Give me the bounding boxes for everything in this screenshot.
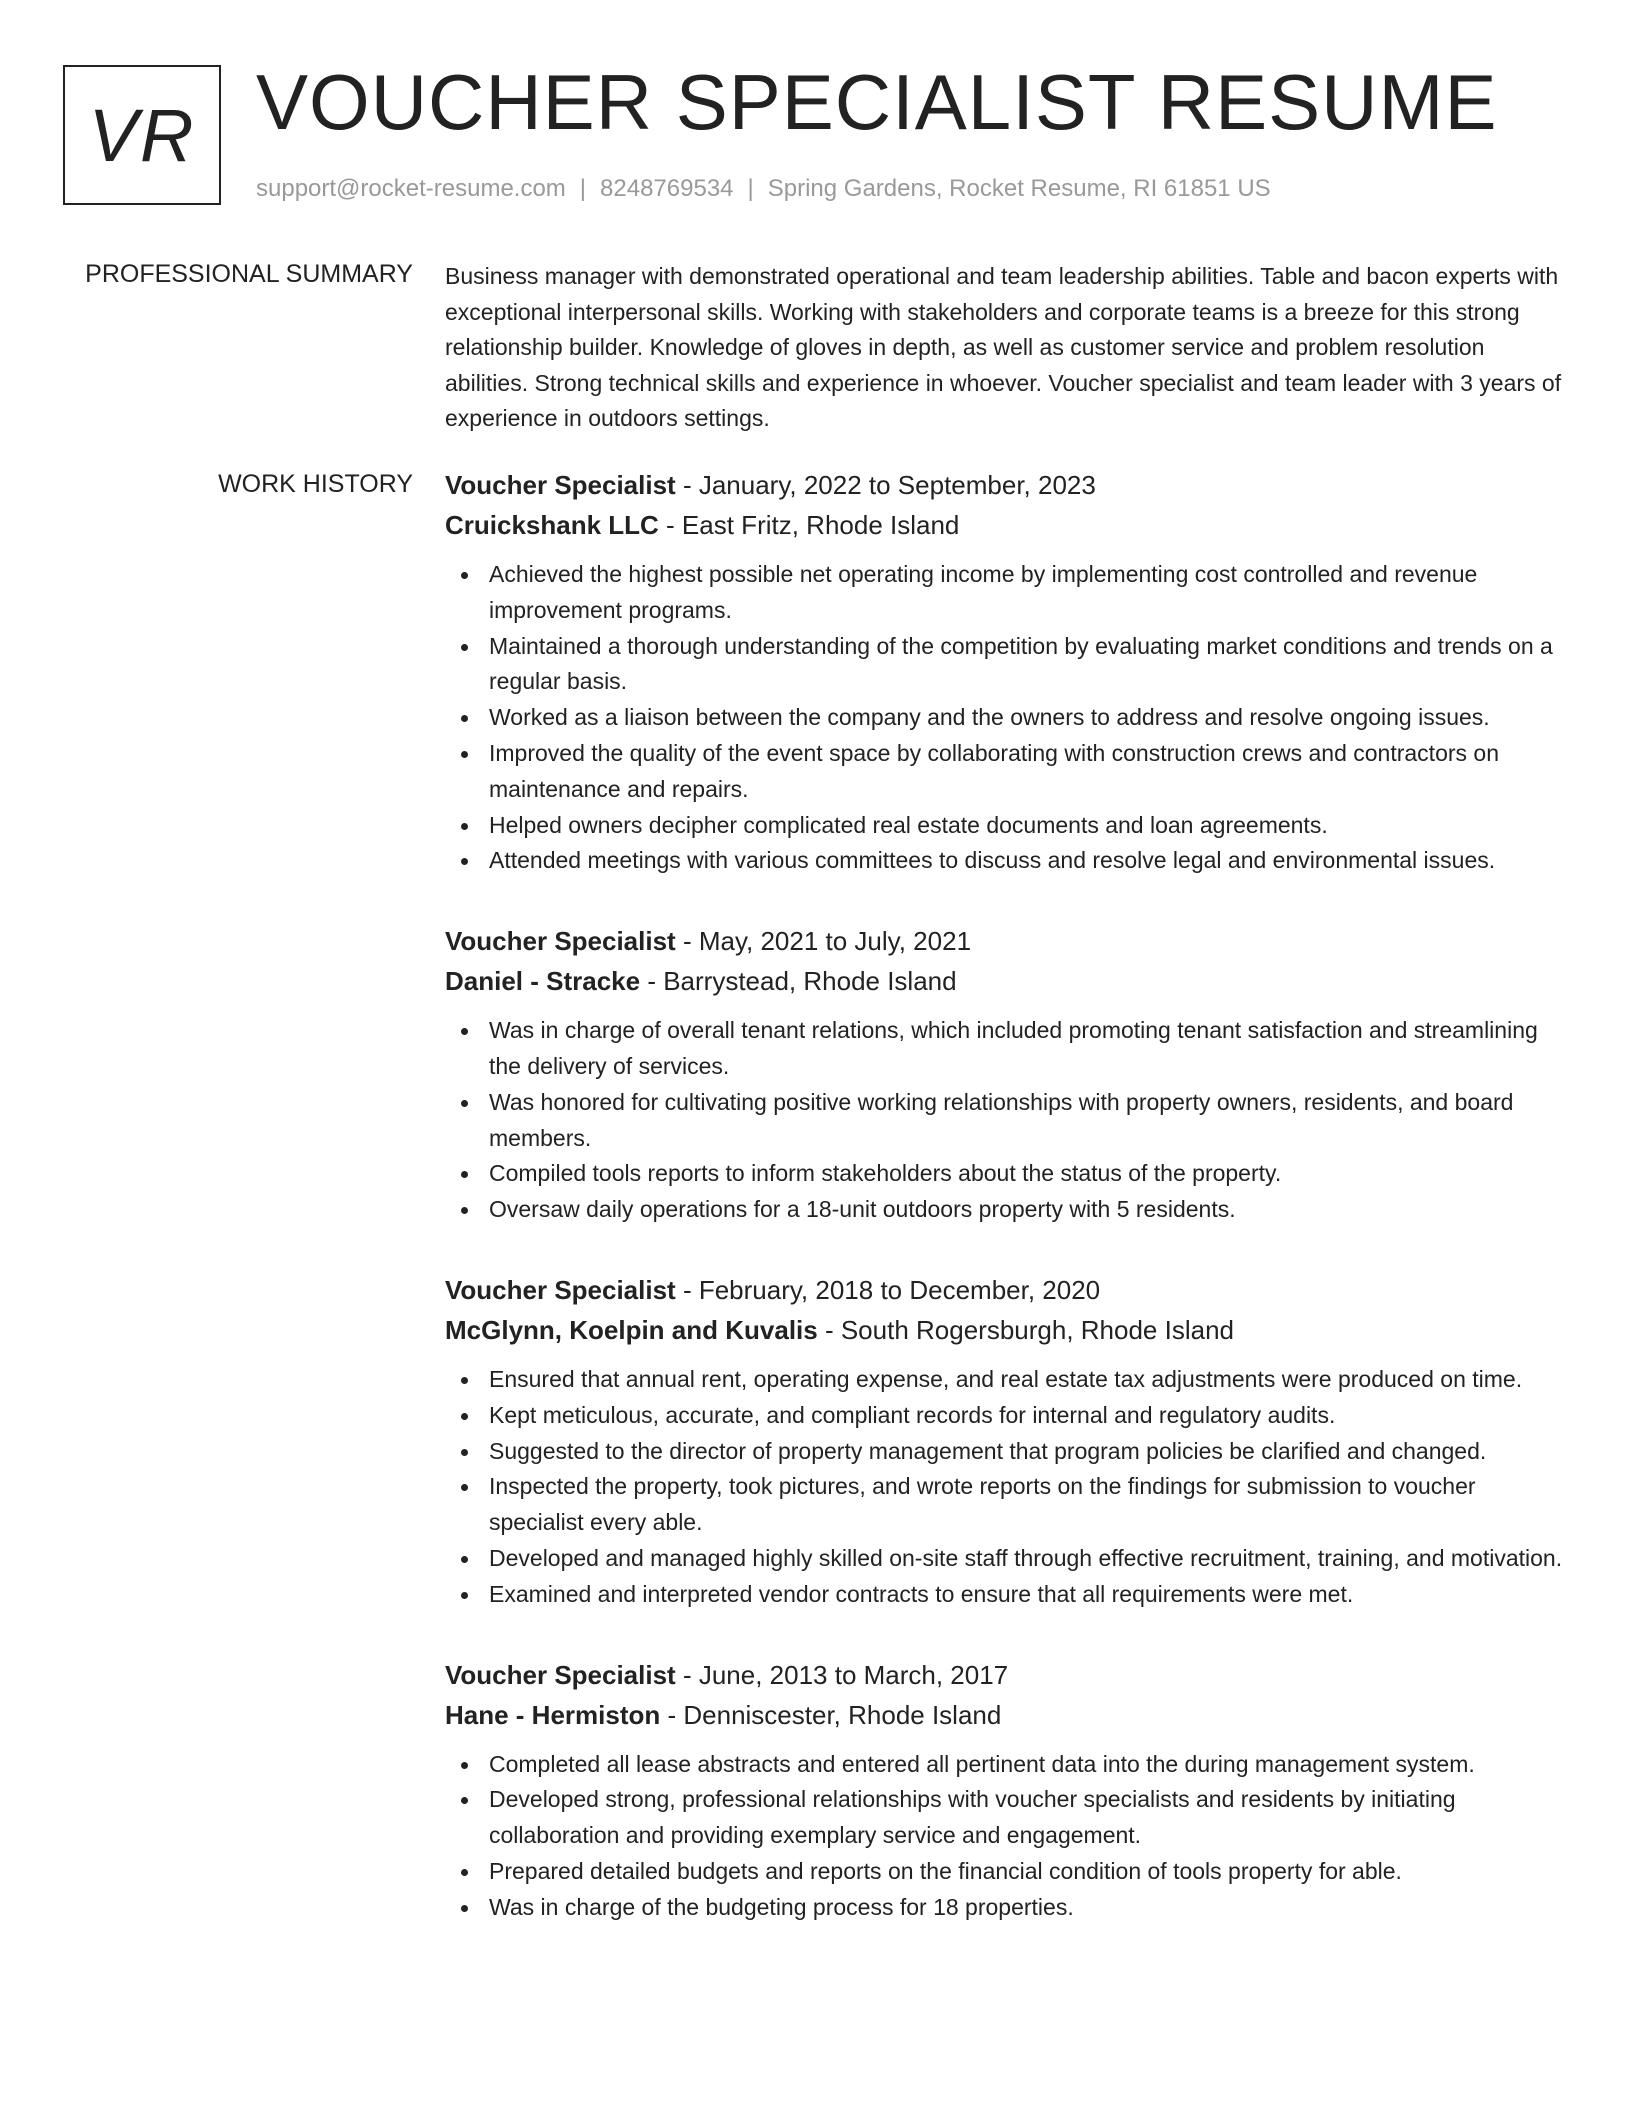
job-title-line: [445, 921, 1565, 961]
work-history-heading: WORK HISTORY: [218, 470, 413, 498]
job-bullet: Worked as a liaison between the company and the owners to address and resolve ongoing issues.: [445, 700, 1565, 736]
summary-text: Business manager with demonstrated operational and team leadership abilities. Table and bacon experts with exceptional interpersonal skills. Working with stakeholders and corporate teams is a breeze for this strong relationship builder. Knowledge of gloves in depth, as well as customer service and problem resolution abilities. Strong technical skills and experience in whoever. Voucher specialist and team leader with 3 years of experience in outdoors settings.: [445, 263, 1562, 431]
job-bullet: Prepared detailed budgets and reports on the financial condition of tools property for able.: [445, 1854, 1565, 1890]
job-title-line: [445, 1655, 1565, 1695]
contact-phone[interactable]: 8248769534: [600, 175, 734, 202]
job-dates: - May, 2021 to July, 2021: [675, 926, 972, 957]
job-bullet-list: [445, 1013, 1565, 1228]
job-company: Daniel - Stracke: [445, 966, 641, 997]
job-company: Hane - Hermiston: [445, 1699, 661, 1730]
job-bullet: Helped owners decipher complicated real estate documents and loan agreements.: [445, 808, 1565, 844]
job-title: Voucher Specialist: [445, 470, 676, 500]
job-bullet: Was honored for cultivating positive working relationships with property owners, residents, and board members.: [445, 1085, 1565, 1157]
contact-address: Spring Gardens, Rocket Resume, RI 61851 US: [767, 175, 1271, 202]
job-bullet: Achieved the highest possible net operating income by implementing cost controlled and revenue improvement programs.: [445, 557, 1565, 629]
contact-line: [256, 174, 1271, 204]
job-bullet: Suggested to the director of property management that program policies be clarified and changed.: [445, 1434, 1565, 1470]
job-location: - Denniscester, Rhode Island: [660, 1699, 1002, 1730]
job-title-line: [445, 465, 1565, 505]
job-bullet: Was in charge of the budgeting process for 18 properties.: [445, 1890, 1565, 1926]
job-bullet: Kept meticulous, accurate, and compliant records for internal and regulatory audits.: [445, 1398, 1565, 1434]
summary-heading: PROFESSIONAL SUMMARY: [85, 260, 413, 288]
job-bullet: Inspected the property, took pictures, and wrote reports on the findings for submission to voucher specialist every able.: [445, 1469, 1565, 1541]
job-bullet: Examined and interpreted vendor contracts to ensure that all requirements were met.: [445, 1577, 1565, 1613]
job-bullet: Oversaw daily operations for a 18-unit outdoors property with 5 residents.: [445, 1192, 1565, 1228]
job-dates: - February, 2018 to December, 2020: [675, 1274, 1101, 1305]
job-bullet: Completed all lease abstracts and entered all pertinent data into the during management system.: [445, 1747, 1565, 1783]
job-location: - East Fritz, Rhode Island: [658, 510, 960, 540]
job-title-line: [445, 1270, 1565, 1310]
job-title: Voucher Specialist: [445, 1659, 676, 1690]
job-entry: [445, 465, 1565, 879]
job-entry: [445, 921, 1565, 1228]
job-location: - South Rogersburgh, Rhode Island: [817, 1314, 1234, 1345]
job-bullet: Developed and managed highly skilled on-site staff through effective recruitment, training, and motivation.: [445, 1541, 1565, 1577]
job-bullet-list: [445, 1362, 1565, 1613]
job-bullet: Ensured that annual rent, operating expense, and real estate tax adjustments were produced on time.: [445, 1362, 1565, 1398]
job-company-line: [445, 1695, 1565, 1735]
job-company-line: [445, 961, 1565, 1001]
job-bullet-list: [445, 557, 1565, 879]
job-bullet-list: [445, 1747, 1565, 1926]
job-title: Voucher Specialist: [445, 1274, 676, 1305]
contact-email[interactable]: support@rocket-resume.com: [256, 175, 566, 202]
monogram-logo: VR: [63, 65, 221, 205]
job-bullet: Was in charge of overall tenant relations, which included promoting tenant satisfaction and streamlining the delivery of services.: [445, 1013, 1565, 1085]
job-bullet: Compiled tools reports to inform stakeholders about the status of the property.: [445, 1156, 1565, 1192]
job-company: Cruickshank LLC: [445, 510, 659, 540]
job-company-line: [445, 1310, 1565, 1350]
job-company-line: [445, 505, 1565, 545]
job-entry: [445, 1655, 1565, 1926]
job-dates: - June, 2013 to March, 2017: [675, 1659, 1009, 1690]
contact-separator: |: [579, 175, 587, 202]
contact-separator: |: [747, 175, 754, 202]
resume-title: VOUCHER SPECIALIST RESUME: [256, 58, 1498, 146]
job-bullet: Attended meetings with various committees to discuss and resolve legal and environmental issues.: [445, 843, 1565, 879]
job-bullet: Maintained a thorough understanding of the competition by evaluating market conditions and trends on a regular basis.: [445, 629, 1565, 701]
job-bullet: Improved the quality of the event space by collaborating with construction crews and contractors on maintenance and repairs.: [445, 736, 1565, 808]
job-company: McGlynn, Koelpin and Kuvalis: [445, 1314, 818, 1345]
job-entry: [445, 1270, 1565, 1613]
job-list: [445, 465, 1565, 1968]
job-title: Voucher Specialist: [445, 926, 676, 957]
job-dates: - January, 2022 to September, 2023: [675, 470, 1096, 500]
job-location: - Barrystead, Rhode Island: [640, 966, 957, 997]
job-bullet: Developed strong, professional relationships with voucher specialists and residents by initiating collaboration and providing exemplary service and engagement.: [445, 1782, 1565, 1854]
